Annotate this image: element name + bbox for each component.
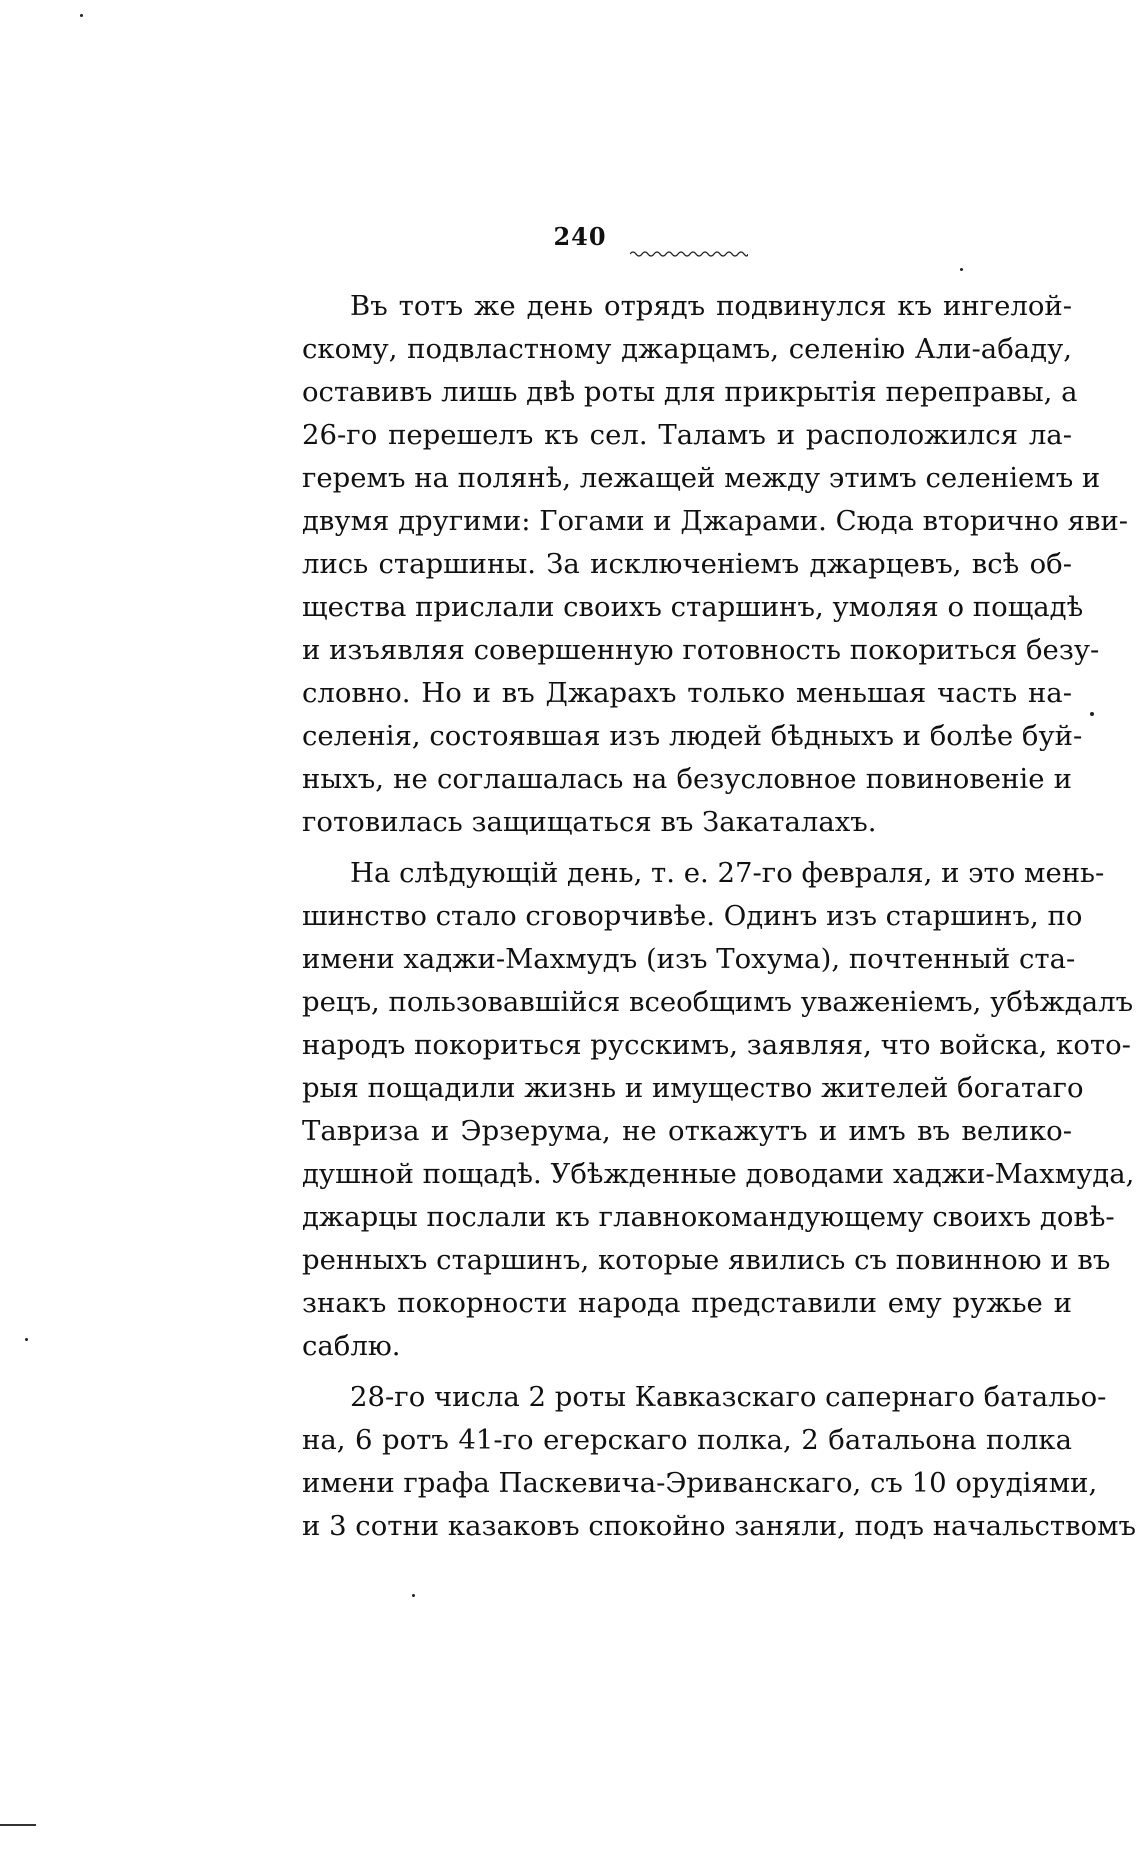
margin-rule — [0, 1824, 36, 1826]
text-line: и 3 сотни казаковъ спокойно заняли, подъ начальствомъ — [302, 1510, 1136, 1542]
text-line: 28-го числа 2 роты Кавказскаго сапернаго батальо- — [350, 1381, 1107, 1413]
scan-speck — [1090, 712, 1094, 716]
text-line: джарцы послали къ главнокомандующему своихъ довѣ- — [302, 1201, 1115, 1233]
text-line: геремъ на полянѣ, лежащей между этимъ селеніемъ и — [302, 462, 1101, 494]
text-line: на, 6 ротъ 41-го егерскаго полка, 2 батальона полка — [302, 1424, 1072, 1456]
text-line: душной пощадѣ. Убѣжденные доводами хаджи-Махмуда, — [302, 1158, 1135, 1190]
body-text — [302, 285, 1136, 1548]
paragraph — [302, 1376, 1136, 1548]
text-line: селенія, состоявшая изъ людей бѣдныхъ и болѣе буй- — [302, 720, 1083, 752]
text-line: 26-го перешелъ къ сел. Таламъ и расположился ла- — [302, 419, 1072, 451]
text-line: Тавриза и Эрзерума, не откажутъ и имъ въ велико- — [302, 1115, 1072, 1147]
text-line: и изъявляя совершенную готовность покориться безу- — [302, 634, 1100, 666]
text-line: двумя другими: Гогами и Джарами. Сюда вторично яви- — [302, 505, 1129, 537]
text-line: ренныхъ старшинъ, которые явились съ повинною и въ — [302, 1244, 1111, 1276]
text-line: Въ тотъ же день отрядъ подвинулся къ ингелой- — [350, 290, 1072, 322]
wavy-rule-ornament — [630, 250, 748, 258]
text-line: словно. Но и въ Джарахъ только меньшая часть на- — [302, 677, 1072, 709]
text-line: щества прислали своихъ старшинъ, умоляя о пощадѣ — [302, 591, 1084, 623]
text-line: знакъ покорности народа представили ему ружье и — [302, 1287, 1072, 1319]
page-number: 240 — [553, 222, 607, 251]
scan-speck — [960, 268, 963, 271]
text-line: На слѣдующій день, т. е. 27-го февраля, и это мень- — [350, 857, 1105, 889]
text-line: рыя пощадили жизнь и имущество жителей богатаго — [302, 1072, 1084, 1104]
text-line: шинство стало сговорчивѣе. Одинъ изъ старшинъ, по — [302, 900, 1083, 932]
text-line: рецъ, пользовавшійся всеобщимъ уваженіемъ, убѣждалъ — [302, 986, 1134, 1018]
text-line: имени графа Паскевича-Эриванскаго, съ 10 орудіями, — [302, 1467, 1098, 1499]
scan-speck — [80, 14, 83, 17]
paragraph — [302, 852, 1135, 1368]
text-line: лись старшины. За исключеніемъ джарцевъ, всѣ об- — [302, 548, 1072, 580]
scan-speck — [25, 1338, 28, 1341]
text-line: ныхъ, не соглашалась на безусловное повиновеніе и — [302, 763, 1072, 795]
text-line: готовилась защищаться въ Закаталахъ. — [302, 806, 877, 838]
text-line: саблю. — [302, 1330, 401, 1362]
text-line: народъ покориться русскимъ, заявляя, что войска, кото- — [302, 1029, 1131, 1061]
text-line: скому, подвластному джарцамъ, селенію Али-абаду, — [302, 333, 1072, 365]
scan-speck — [412, 1594, 415, 1597]
text-line: оставивъ лишь двѣ роты для прикрытія переправы, а — [302, 376, 1078, 408]
paragraph — [302, 285, 1129, 844]
text-line: имени хаджи-Махмудъ (изъ Тохума), почтенный ста- — [302, 943, 1076, 975]
